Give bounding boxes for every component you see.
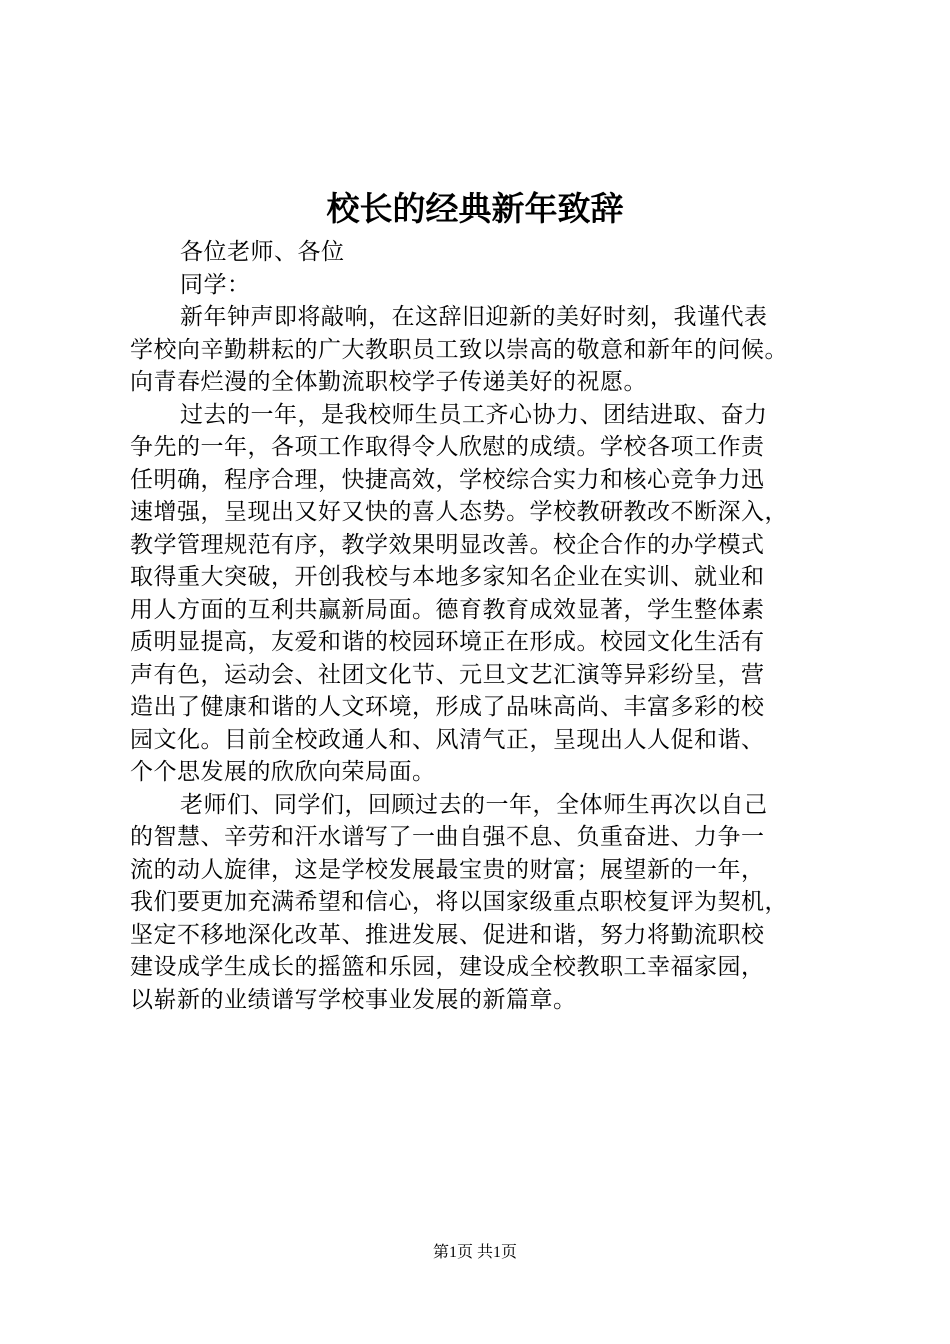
body-line: 新年钟声即将敲响，在这辞旧迎新的美好时刻，我谨代表 [180,304,768,330]
body-line: 向青春烂漫的全体勤流职校学子传递美好的祝愿。 [130,369,647,395]
body-line: 学校向辛勤耕耘的广大教职员工致以崇高的敬意和新年的问候。 [130,336,788,363]
page-footer: 第1页 共1页 [432,1244,517,1261]
body-line: 任明确，程序合理，快捷高效，学校综合实力和核心竞争力迅 [130,466,765,493]
body-line: 过去的一年，是我校师生员工齐心协力、团结进取、奋力 [180,401,768,428]
body-line: 同学： [180,271,251,298]
body-line: 质明显提高，友爱和谐的校园环境正在形成。校园文化生活有 [130,629,765,655]
body-line: 以崭新的业绩谱写学校事业发展的新篇章。 [130,986,577,1013]
document-body [130,236,834,1016]
body-line: 各位老师、各位 [180,239,345,265]
body-line: 坚定不移地深化改革、推进发展、促进和谐，努力将勤流职校 [130,921,765,948]
body-line: 流的动人旋律，这是学校发展最宝贵的财富；展望新的一年， [130,856,765,883]
body-line: 园文化。目前全校政通人和、风清气正，呈现出人人促和谐、 [130,726,765,753]
body-line: 声有色，运动会、社团文化节、元旦文艺汇演等异彩纷呈，营 [130,661,765,688]
body-line: 的智慧、辛劳和汗水谱写了一曲自强不息、负重奋进、力争一 [130,824,765,850]
body-line: 取得重大突破，开创我校与本地多家知名企业在实训、就业和 [130,564,765,590]
body-line: 速增强，呈现出又好又快的喜人态势。学校教研教改不断深入， [130,499,788,525]
body-line: 个个思发展的欣欣向荣局面。 [130,759,436,785]
body-line: 教学管理规范有序，教学效果明显改善。校企合作的办学模式 [130,531,765,558]
document-title: 校长的经典新年致辞 [326,189,624,228]
body-line: 用人方面的互利共赢新局面。德育教育成效显著，学生整体素 [130,596,765,623]
body-line: 我们要更加充满希望和信心，将以国家级重点职校复评为契机， [130,889,788,915]
body-line: 争先的一年，各项工作取得令人欣慰的成绩。学校各项工作责 [130,434,765,460]
body-line: 造出了健康和谐的人文环境，形成了品味高尚、丰富多彩的校 [130,694,765,720]
body-line: 建设成学生成长的摇篮和乐园，建设成全校教职工幸福家园， [130,954,765,980]
body-line: 老师们、同学们，回顾过去的一年，全体师生再次以自己 [180,791,768,818]
